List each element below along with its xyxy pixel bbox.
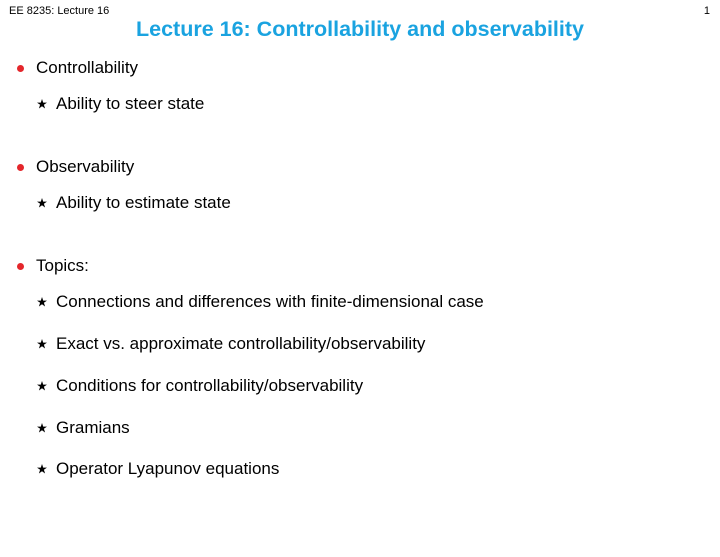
sub-item-estimate-state: Ability to estimate state bbox=[56, 193, 231, 212]
star-icon bbox=[37, 464, 47, 474]
star-icon bbox=[37, 423, 47, 433]
sub-item-gramians: Gramians bbox=[56, 418, 130, 437]
sub-item-steer-state: Ability to steer state bbox=[56, 94, 205, 113]
star-icon bbox=[37, 381, 47, 391]
red-dot-icon bbox=[17, 164, 24, 171]
slide-title: Lecture 16: Controllability and observability bbox=[135, 17, 584, 41]
sub-item-conditions: Conditions for controllability/observability bbox=[56, 376, 364, 395]
sub-item-connections: Connections and differences with finite-dimensional case bbox=[56, 292, 484, 311]
sub-item-lyapunov: Operator Lyapunov equations bbox=[56, 459, 280, 478]
red-dot-icon bbox=[17, 263, 24, 270]
star-icon bbox=[37, 198, 47, 208]
page-number: 1 bbox=[703, 5, 710, 17]
red-dot-icon bbox=[17, 65, 24, 72]
bullet-observability: Observability bbox=[36, 157, 135, 176]
star-icon bbox=[37, 99, 47, 109]
course-header: EE 8235: Lecture 16 bbox=[9, 5, 110, 17]
star-icon bbox=[37, 339, 47, 349]
bullet-controllability: Controllability bbox=[36, 58, 139, 77]
sub-item-exact-vs-approximate: Exact vs. approximate controllability/observability bbox=[56, 334, 426, 353]
bullet-topics: Topics: bbox=[36, 256, 89, 275]
star-icon bbox=[37, 297, 47, 307]
